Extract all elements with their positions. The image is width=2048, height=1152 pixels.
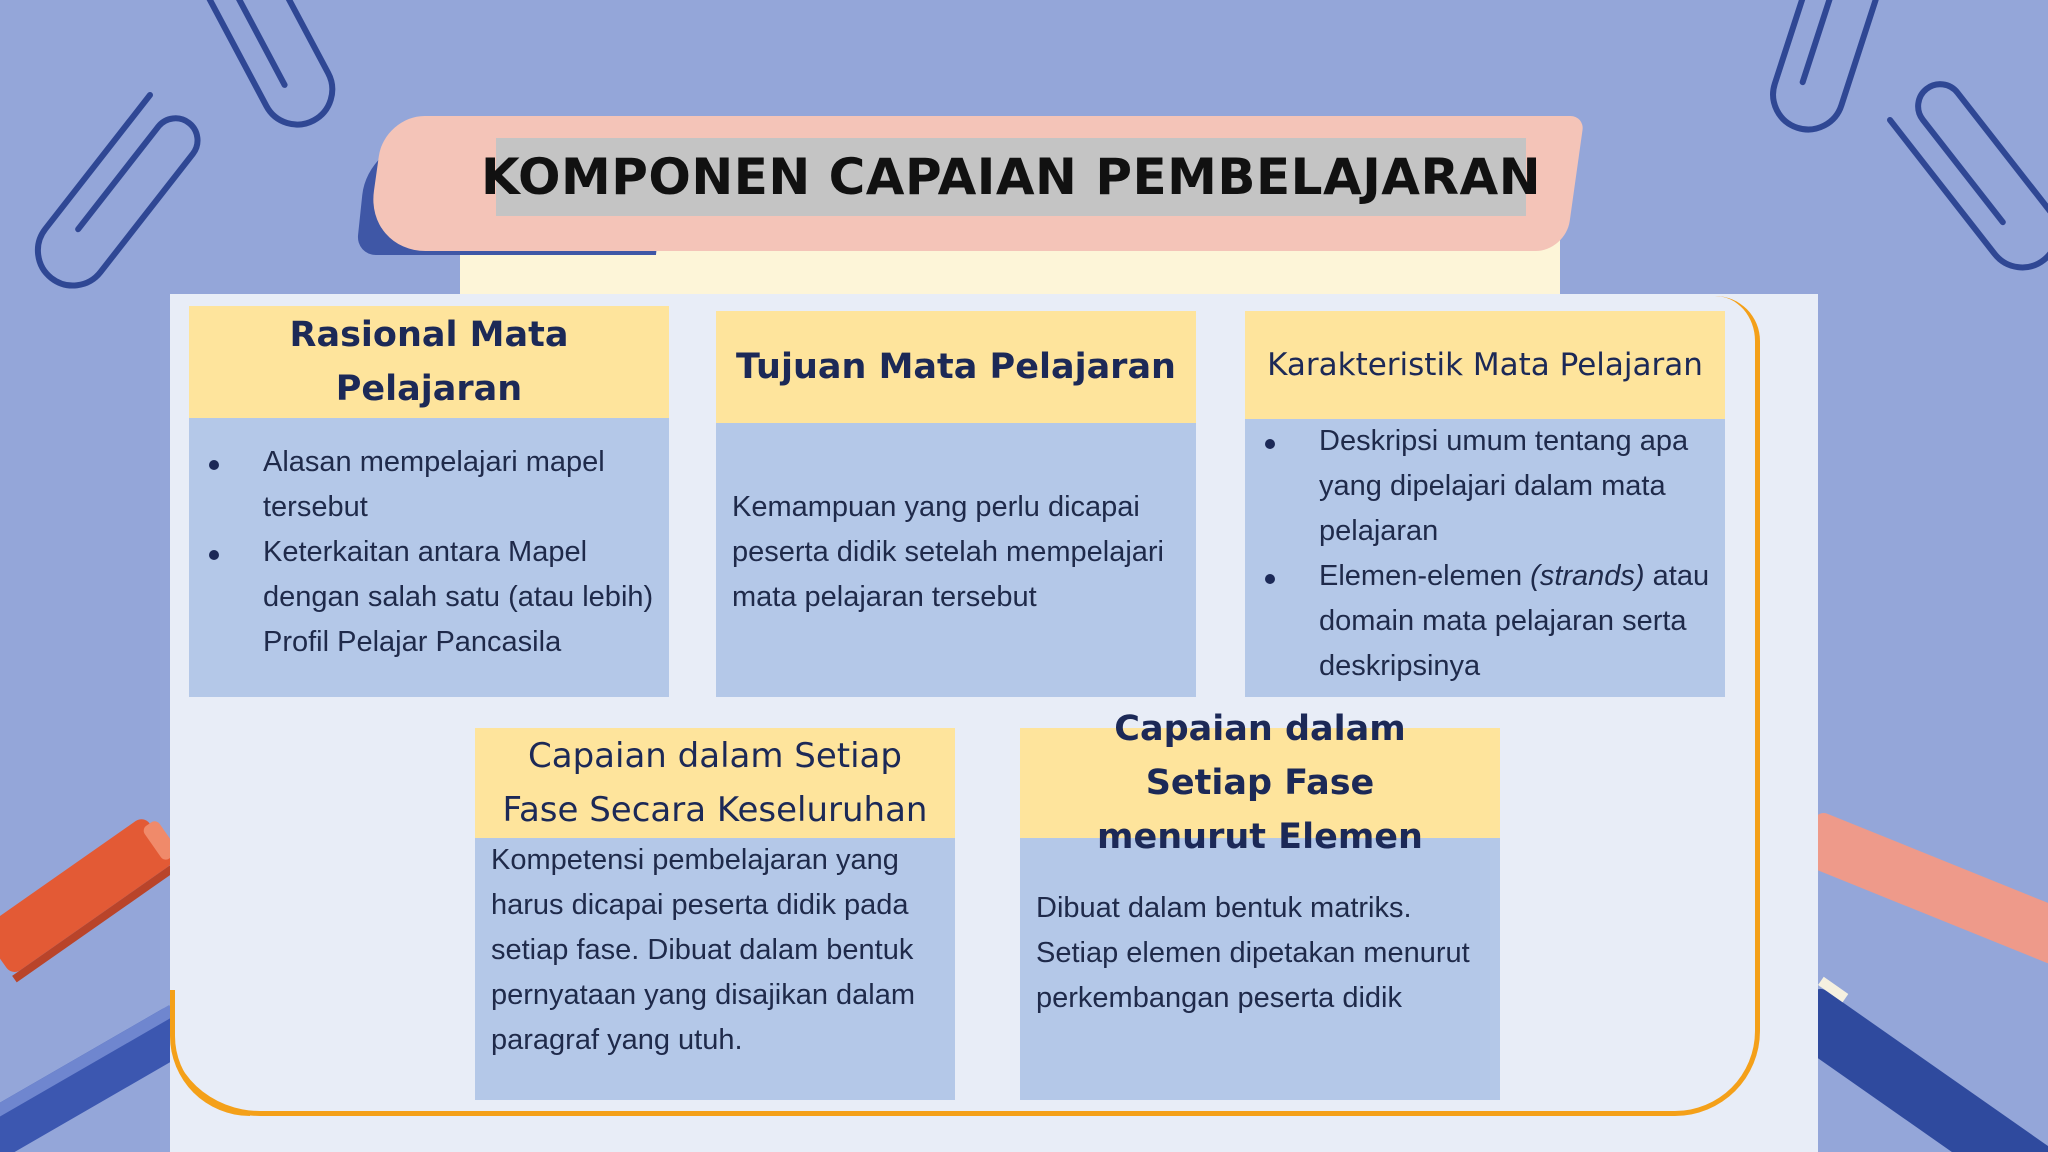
card-heading: Capaian dalam Setiap Fase menurut Elemen: [1020, 728, 1500, 838]
card-body: [1245, 419, 1725, 689]
pen-icon: [1797, 810, 2048, 967]
card-text: Dibuat dalam bentuk matriks. Setiap elemen dipetakan menurut perkembangan peserta didik: [1036, 892, 1470, 1014]
list-item: Deskripsi umum tentang apa yang dipelajari dalam mata pelajaran: [1255, 419, 1711, 554]
paperclip-icon: [1889, 75, 2048, 281]
card-capaian-keseluruhan: [475, 728, 955, 1100]
paperclip-icon: [191, 0, 344, 137]
list-item: Keterkaitan antara Mapel dengan salah satu (atau lebih) Profil Pelajar Pancasila: [199, 530, 659, 665]
card-capaian-elemen: [1020, 709, 1500, 1100]
card-heading: Karakteristik Mata Pelajaran: [1245, 311, 1725, 419]
card-body: [1020, 838, 1500, 1021]
bullet-icon: [209, 460, 219, 470]
pen-icon: [1784, 977, 2048, 1152]
card-heading: Capaian dalam Setiap Fase Secara Keseluruhan: [475, 728, 955, 838]
bullet-icon: [209, 550, 219, 560]
card-text: Kompetensi pembelajaran yang harus dicapai peserta didik pada setiap fase. Dibuat dalam bentuk pernyataan yang disajikan dalam paragraf yang utuh.: [491, 844, 915, 1056]
card-heading: Rasional Mata Pelajaran: [189, 306, 669, 418]
bullet-icon: [1265, 439, 1275, 449]
pen-icon: [0, 1005, 194, 1152]
card-heading: Tujuan Mata Pelajaran: [716, 311, 1196, 423]
card-body: [475, 838, 955, 1063]
card-body: [716, 423, 1196, 620]
list-item: Elemen-elemen (strands) atau domain mata pelajaran serta deskripsinya: [1255, 554, 1711, 689]
bullet-icon: [1265, 574, 1275, 584]
card-text: Kemampuan yang perlu dicapai peserta didik setelah mempelajari mata pelajaran tersebut: [732, 491, 1164, 613]
paperclip-icon: [24, 93, 207, 299]
list-item: Alasan mempelajari mapel tersebut: [199, 440, 659, 530]
card-tujuan: [716, 311, 1196, 697]
card-rasional: [189, 306, 669, 697]
paperclip-icon: [1764, 0, 1882, 139]
card-karakteristik: [1245, 311, 1725, 697]
page-title: KOMPONEN CAPAIAN PEMBELAJARAN: [496, 138, 1526, 216]
pen-icon: [0, 811, 187, 983]
card-body: [189, 418, 669, 665]
